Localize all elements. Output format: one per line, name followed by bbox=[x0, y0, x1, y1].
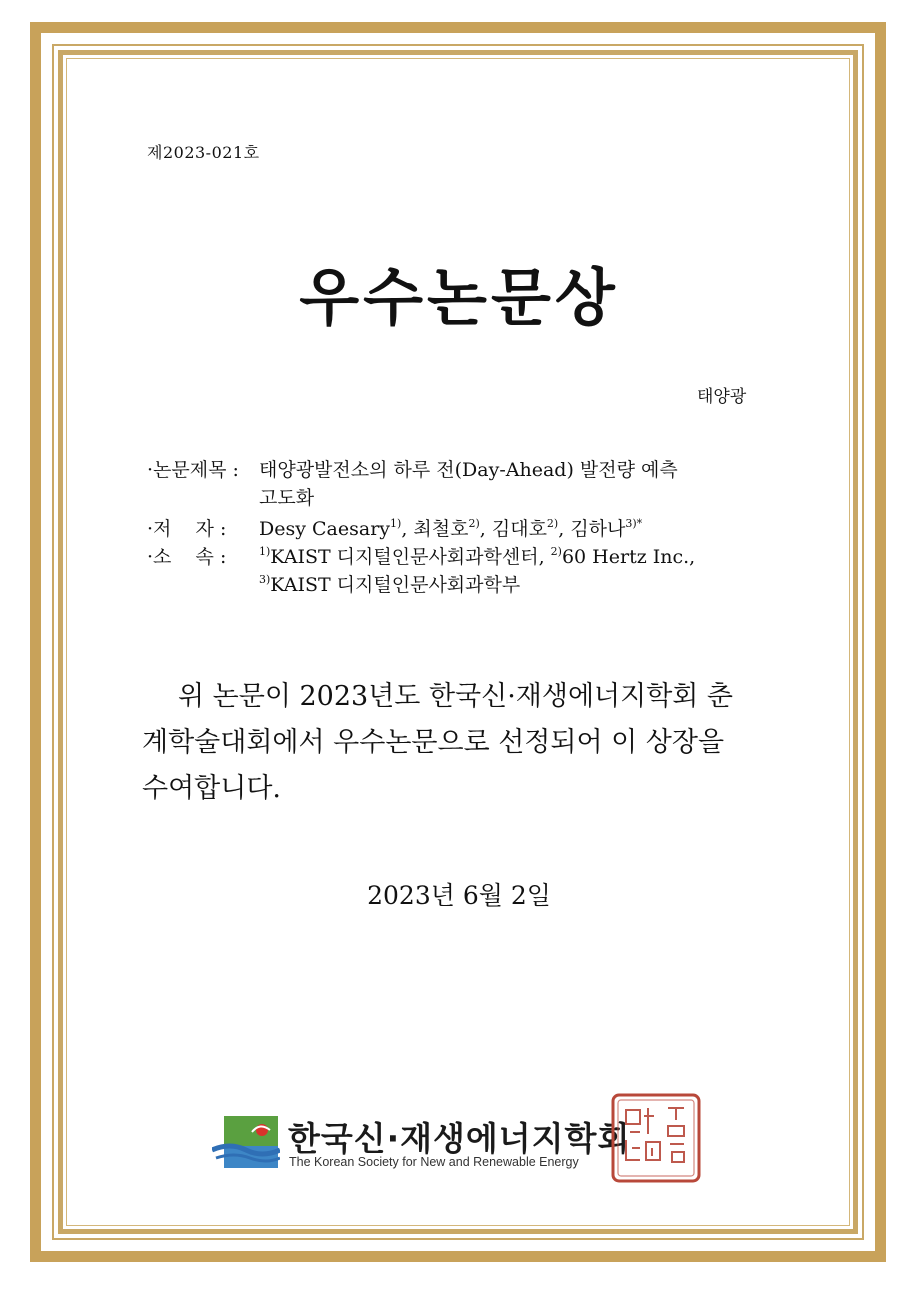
author-name: 김하나 bbox=[570, 518, 626, 540]
author-name: Desy Caesary bbox=[259, 518, 391, 540]
paper-title-row bbox=[147, 456, 678, 484]
author-sup: 3)* bbox=[625, 517, 643, 530]
author-sep: , bbox=[401, 518, 414, 540]
affiliation-sup: 3) bbox=[259, 573, 271, 586]
affiliation-1: KAIST 디지털인문사회과학센터, bbox=[270, 546, 551, 568]
official-seal-stamp bbox=[610, 1092, 702, 1184]
paper-title-line2: 고도화 bbox=[259, 487, 315, 509]
author-sep: , bbox=[479, 518, 492, 540]
affiliation-sup: 1) bbox=[259, 545, 271, 558]
author-item bbox=[259, 518, 413, 540]
author-name: 김대호 bbox=[491, 518, 547, 540]
affiliation-2: 60 Hertz Inc., bbox=[561, 546, 696, 568]
affiliation-3: KAIST 디지털인문사회과학부 bbox=[270, 574, 521, 596]
paper-title-label: ·논문제목 : bbox=[147, 459, 239, 481]
society-name-english: The Korean Society for New and Renewable Energy bbox=[289, 1155, 579, 1169]
author-sup: 2) bbox=[546, 517, 559, 530]
certificate-number: 제2023-021호 bbox=[147, 143, 260, 162]
author-sup: 1) bbox=[390, 517, 402, 530]
affiliation-label: ·소 속 : bbox=[147, 546, 227, 568]
society-logo-icon bbox=[212, 1116, 280, 1168]
affiliation-row-2 bbox=[259, 566, 520, 599]
award-category: 태양광 bbox=[697, 387, 747, 407]
paper-title-line1: 태양광발전소의 하루 전(Day-Ahead) 발전량 예측 bbox=[259, 459, 678, 481]
award-date: 2023년 6월 2일 bbox=[367, 881, 551, 910]
society-name-korean: 한국신·재생에너지학회 bbox=[288, 1119, 631, 1158]
citation-line-2: 계학술대회에서 우수논문으로 선정되어 이 상장을 bbox=[142, 727, 725, 758]
citation-line-3: 수여합니다. bbox=[142, 773, 281, 804]
authors-label: ·저 자 : bbox=[147, 518, 227, 540]
affiliation-sup: 2) bbox=[550, 545, 562, 558]
author-name: 최철호 bbox=[413, 518, 469, 540]
certificate-inner-border-thin bbox=[66, 58, 850, 1226]
certificate-title: 우수논문상 bbox=[299, 261, 619, 334]
author-item bbox=[570, 518, 642, 540]
author-item bbox=[492, 518, 570, 540]
author-sep: , bbox=[558, 518, 571, 540]
author-item bbox=[413, 518, 491, 540]
citation-line-1: 위 논문이 2023년도 한국신·재생에너지학회 춘 bbox=[178, 681, 734, 712]
author-sup: 2) bbox=[468, 517, 480, 530]
